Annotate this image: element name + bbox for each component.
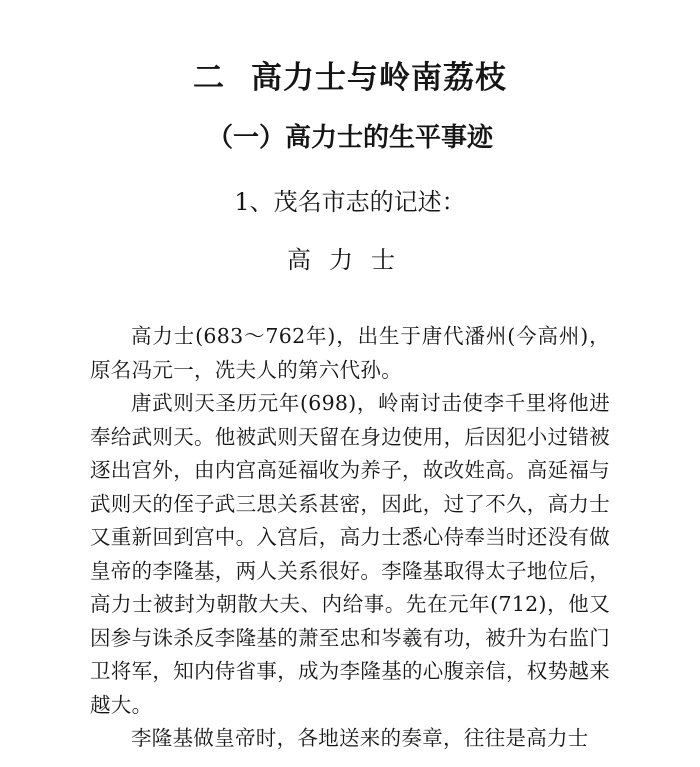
subsection-title: （一）高力士的生平事迹 (206, 123, 493, 153)
paragraph-3: 李隆基做皇帝时，各地送来的奏章，往往是高力士 (131, 726, 589, 750)
entry-title: 高力士 (287, 246, 413, 274)
paragraph-1: 高力士(683～762年)，出生于唐代潘州(今高州)，原名冯元一，冼夫人的第六代孙。 (90, 324, 610, 382)
section-title-text: 高力士与岭南荔枝 (251, 60, 507, 96)
sub-subsection-title: 1、茂名市志的记述： (234, 188, 466, 216)
paragraph-2: 唐武则天圣历元年(698)，岭南讨击使李千里将他进奉给武则天。他被武则天留在身边使用，后因犯小过错被逐出宫外，由内宫高延福收为养子，故改姓高。高延福与武则天的侄子武三思关系甚密，因此，过了不久，高力士又重新回到宫中。入宫后，高力士悉心侍奉当时还没有做皇帝的李隆基，两人关系很好。李隆基取得太子地位后，高力士被封为朝散大夫、内给事。先在元年(712)，他又因参与诛杀反李隆基的萧至忠和岑羲有功，被升为右监门卫将军，知内侍省事，成为李隆基的心腹亲信，权势越来越大。 (90, 391, 610, 717)
section-number: 二 (193, 60, 225, 96)
body-text (90, 320, 610, 756)
section-title (150, 52, 550, 97)
